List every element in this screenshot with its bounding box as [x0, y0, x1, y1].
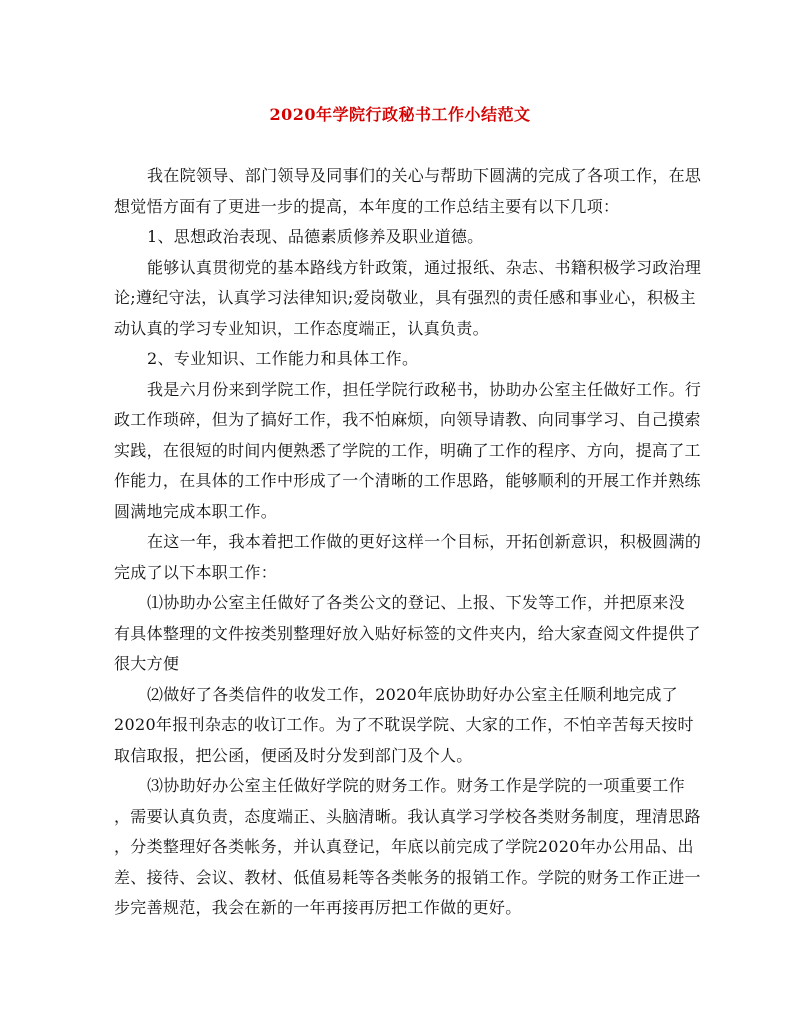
paragraph-item-3	[114, 771, 701, 924]
paragraph-heading-2	[114, 344, 688, 375]
text-line: ⑵做好了各类信件的收发工作，2020年底协助好办公室主任顺利地完成了	[147, 684, 678, 704]
text-line: 取信取报，把公函，便函及时分发到部门及个人。	[114, 745, 473, 765]
paragraph-heading-1	[114, 222, 688, 253]
text-line: 作能力，在具体的工作中形成了一个清晰的工作思路，能够顺利的开展工作并熟练	[114, 471, 701, 490]
paragraph-year-goal	[114, 527, 702, 588]
text-line: 1、思想政治表现、品德素质修养及职业道德。	[147, 227, 484, 246]
text-line: 我在院领导、部门领导及同事们的关心与帮助下圆满的完成了各项工作，在思	[147, 166, 702, 185]
text-line: 2020年报刊杂志的收订工作。为了不耽误学院、大家的工作，不怕辛苦每天按时	[114, 715, 694, 734]
text-line: 想觉悟方面有了更进一步的提高，本年度的工作总结主要有以下几项：	[114, 196, 620, 216]
paragraph-work	[114, 375, 702, 528]
text-line: 2、专业知识、工作能力和具体工作。	[147, 349, 419, 368]
text-line: 差、接待、会议、教材、低值易耗等各类帐务的报销工作。学院的财务工作正进一	[114, 867, 701, 887]
text-line: ，分类整理好各类帐务，并认真登记，年底以前完成了学院2020年办公用品、出	[114, 837, 694, 856]
text-line: 圆满地完成本职工作。	[114, 501, 278, 521]
paragraph-item-2	[114, 680, 694, 772]
text-line: ⑶协助好办公室主任做好学院的财务工作。财务工作是学院的一项重要工作	[147, 776, 685, 795]
text-line: 在这一年，我本着把工作做的更好这样一个目标，开拓创新意识，积极圆满的	[147, 532, 702, 551]
text-line: 很大方便	[114, 654, 180, 673]
paragraph-item-1	[114, 588, 701, 680]
text-line: ⑴协助办公室主任做好了各类公文的登记、上报、下发等工作，并把原来没	[147, 593, 685, 612]
document-body	[114, 161, 702, 924]
paragraph-intro	[114, 161, 702, 222]
text-line: 完成了以下本职工作：	[114, 562, 278, 582]
paragraph-political	[114, 253, 702, 345]
text-line: 我是六月份来到学院工作，担任学院行政秘书，协助办公室主任做好工作。行	[147, 379, 702, 399]
text-line: ，需要认真负责，态度端正、头脑清晰。我认真学习学校各类财务制度，理清思路	[114, 806, 701, 826]
text-line: 动认真的学习专业知识，工作态度端正，认真负责。	[114, 318, 489, 338]
document-title: 2020年学院行政秘书工作小结范文	[269, 105, 531, 124]
text-line: 实践，在很短的时间内便熟悉了学院的工作，明确了工作的程序、方向，提高了工	[114, 440, 701, 460]
text-line: 政工作琐碎，但为了搞好工作，我不怕麻烦，向领导请教、向同事学习、自己摸索	[114, 410, 701, 429]
text-line: 能够认真贯彻党的基本路线方针政策，通过报纸、杂志、书籍积极学习政治理	[147, 257, 702, 277]
text-line: 步完善规范，我会在新的一年再接再厉把工作做的更好。	[114, 898, 522, 917]
text-line: 有具体整理的文件按类别整理好放入贴好标签的文件夹内，给大家查阅文件提供了	[114, 623, 701, 643]
text-line: 论;遵纪守法，认真学习法律知识;爱岗敬业，具有强烈的责任感和事业心，积极主	[114, 288, 696, 307]
